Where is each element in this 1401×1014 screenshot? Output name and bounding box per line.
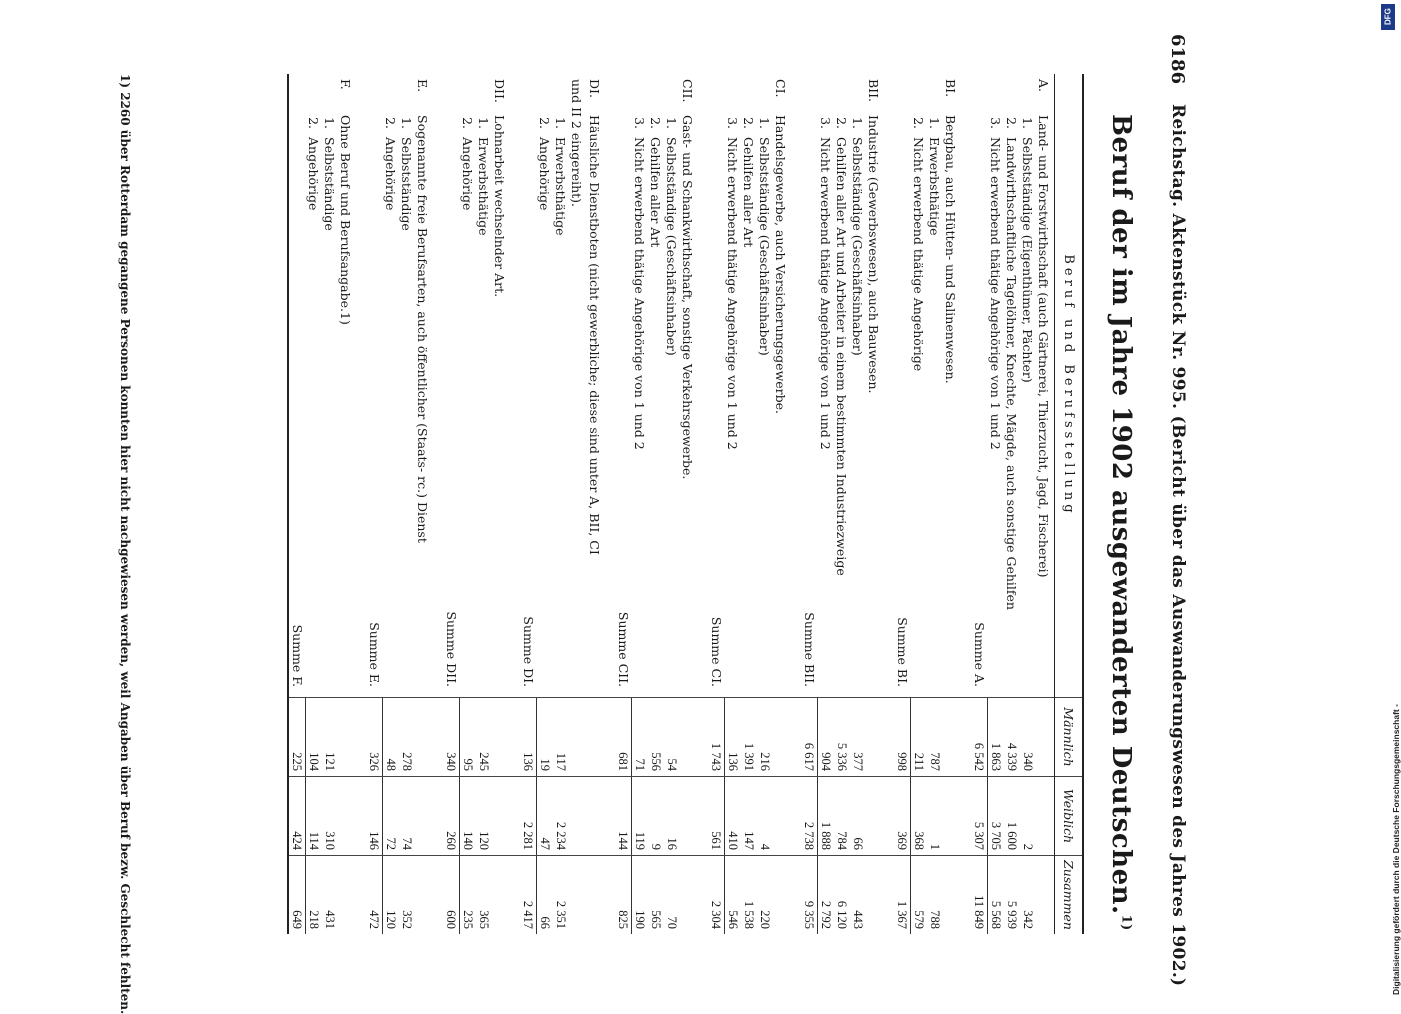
cell-male: 48 [383, 698, 400, 777]
table-row [1004, 74, 1020, 934]
table-sum-row [366, 74, 383, 934]
cell-male: 1 391 [741, 698, 757, 777]
group-label-cell [492, 74, 510, 698]
item-label: Angehörige [460, 137, 476, 211]
group-label-cell [680, 74, 698, 698]
sum-label: Summe CI. [708, 616, 724, 687]
cell-female: 369 [894, 777, 911, 856]
cell-male: 54 [664, 698, 680, 777]
cell-total: 443 [850, 856, 866, 935]
item-label: Selbstständige [399, 137, 415, 231]
table-group-row [773, 74, 791, 934]
cell-total: 546 [725, 856, 742, 935]
row-spacer [884, 74, 894, 934]
sum-label: Summe DII. [443, 611, 459, 687]
table-row [553, 74, 569, 934]
page-header [1144, 34, 1204, 987]
cell-total: 5 568 [988, 856, 1005, 935]
cell-female: 260 [443, 777, 460, 856]
group-label-cell [773, 74, 791, 698]
group-label-cell [338, 74, 356, 698]
table-row [757, 74, 773, 934]
row-spacer [605, 74, 615, 934]
table-row [537, 74, 554, 934]
rotated-document-page [84, 34, 1204, 1014]
cell-total: 825 [615, 856, 632, 935]
item-label: Nicht erwerbend thätige Angehörige von 1 und 2 [818, 137, 834, 450]
table-group-row [587, 74, 605, 934]
cell-male: 787 [927, 698, 943, 777]
cell-male: 117 [553, 698, 569, 777]
title-footnote-mark: 1) [1118, 914, 1134, 931]
item-number: 3. [725, 117, 741, 129]
item-number: 1. [850, 117, 866, 129]
row-spacer [356, 74, 366, 934]
group-label: Gast- und Schankwirthschaft, sonstige Verkehrsgewerbe. [680, 115, 696, 480]
cell-male: 136 [520, 698, 537, 777]
table-sum-row [971, 74, 988, 934]
table-group-row [492, 74, 510, 934]
cell-female: 144 [615, 777, 632, 856]
cell-female: 140 [460, 777, 477, 856]
cell-male: 216 [757, 698, 773, 777]
item-label-cell [1004, 74, 1020, 698]
table-row [322, 74, 338, 934]
item-label-cell [648, 74, 664, 698]
table-sum-row [801, 74, 818, 934]
cell-female: 119 [632, 777, 649, 856]
group-key: BII. [866, 79, 882, 103]
item-label-cell [927, 74, 943, 698]
item-label-cell [725, 74, 742, 698]
cell-total: 190 [632, 856, 649, 935]
group-key: CI. [773, 79, 789, 98]
item-label: Nicht erwerbend thätige Angehörige von 1 und 2 [988, 137, 1004, 450]
cell-total: 6 120 [834, 856, 850, 935]
group-label: Häusliche Dienstboten (nicht gewerbliche; diese sind unter A, BII, CI [587, 115, 603, 555]
cell-female: 2 234 [553, 777, 569, 856]
running-title: Reichstag. Aktenstück Nr. 995. (Bericht über das Auswanderungswesen des Jahres 1902.) [1168, 104, 1188, 987]
item-label: Nicht erwerbend thätige Angehörige von 1 und 2 [632, 137, 648, 450]
cell-total: 365 [476, 856, 492, 935]
group-label-continuation: und II 2 eingereiht). [569, 79, 585, 207]
table-group-row [943, 74, 961, 934]
footnote: 1) 2260 über Rotterdam gegangene Personen konnten hier nicht nachgewiesen werden, weil Angaben über Beruf bezw. Geschlecht fehlten. [118, 74, 132, 1014]
group-key: E. [415, 79, 431, 93]
item-number: 1. [476, 117, 492, 129]
item-label: Selbstständige [322, 137, 338, 231]
group-key: BI. [943, 79, 959, 98]
item-label: Selbstständige (Geschäftsinhaber) [850, 137, 866, 356]
item-number: 2. [741, 117, 757, 129]
item-label: Angehörige [306, 137, 322, 211]
item-label-cell [399, 74, 415, 698]
item-label: Angehörige [537, 137, 553, 211]
cell-female: 424 [288, 777, 306, 856]
cell-total: 352 [399, 856, 415, 935]
cell-male: 245 [476, 698, 492, 777]
cell-female: 47 [537, 777, 554, 856]
table-title [1106, 114, 1136, 931]
table-sum-row [894, 74, 911, 934]
cell-female: 1 600 [1004, 777, 1020, 856]
table-group-row [866, 74, 884, 934]
item-number: 2. [537, 117, 553, 129]
item-label-cell [476, 74, 492, 698]
group-label: Handelsgewerbe, auch Versicherungsgewerbe. [773, 115, 789, 415]
cell-total: 2 351 [553, 856, 569, 935]
group-label-cell [415, 74, 433, 698]
cell-male: 556 [648, 698, 664, 777]
item-number: 3. [818, 117, 834, 129]
table-sum-row [443, 74, 460, 934]
cell-female: 410 [725, 777, 742, 856]
item-label-cell [306, 74, 323, 698]
table-group-row [338, 74, 356, 934]
cell-total: 11 849 [971, 856, 988, 935]
row-spacer [791, 74, 801, 934]
cell-total: 1 538 [741, 856, 757, 935]
item-label: Gehilfen aller Art [648, 137, 664, 248]
table-row [632, 74, 649, 934]
table-row [988, 74, 1005, 934]
sum-label: Summe DI. [520, 616, 536, 687]
table-row [1020, 74, 1036, 934]
item-label-cell [322, 74, 338, 698]
cell-female: 368 [911, 777, 928, 856]
item-number: 3. [988, 117, 1004, 129]
table-sum-row [615, 74, 632, 934]
table-group-row [415, 74, 433, 934]
sum-label: Summe A. [971, 622, 987, 687]
item-label: Erwerbsthätige [927, 137, 943, 236]
cell-total: 788 [927, 856, 943, 935]
cell-male: 6 542 [971, 698, 988, 777]
item-number: 1. [757, 117, 773, 129]
cell-male: 6 617 [801, 698, 818, 777]
table-row [818, 74, 835, 934]
item-label-cell [460, 74, 477, 698]
item-label: Gehilfen aller Art [741, 137, 757, 248]
table-row [911, 74, 928, 934]
table-row [399, 74, 415, 934]
cell-male: 136 [725, 698, 742, 777]
cell-total: 120 [383, 856, 400, 935]
group-label-cell [1036, 74, 1055, 698]
table-row [648, 74, 664, 934]
item-label-cell [383, 74, 400, 698]
column-header-total: Zusammen [1055, 856, 1084, 935]
cell-female: 147 [741, 777, 757, 856]
cell-total: 9 355 [801, 856, 818, 935]
column-header-female: Weiblich [1055, 777, 1084, 856]
cell-male: 104 [306, 698, 323, 777]
cell-total: 1 367 [894, 856, 911, 935]
table-row [741, 74, 757, 934]
column-header-occupation: Beruf und Berufsstellung [1055, 74, 1084, 698]
item-number: 2. [306, 117, 322, 129]
cell-total: 565 [648, 856, 664, 935]
sum-label: Summe CII. [615, 611, 631, 687]
item-label: Landwirthschaftliche Tagelöhner, Knechte, Mägde, auch sonstige Gehilfen [1004, 137, 1020, 610]
cell-total: 2 304 [708, 856, 725, 935]
table-row [850, 74, 866, 934]
item-number: 1. [399, 117, 415, 129]
item-label: Nicht erwerbend thätige Angehörige von 1 und 2 [725, 137, 741, 450]
item-number: 2. [834, 117, 850, 129]
item-label-cell [834, 74, 850, 698]
item-number: 1. [322, 117, 338, 129]
cell-male: 225 [288, 698, 306, 777]
table-row [664, 74, 680, 934]
item-label: Selbstständige (Geschäftsinhaber) [757, 137, 773, 356]
cell-male: 5 336 [834, 698, 850, 777]
cell-male: 95 [460, 698, 477, 777]
item-number: 2. [383, 117, 399, 129]
cell-male: 121 [322, 698, 338, 777]
group-label: Ohne Beruf und Berufsangabe.1) [338, 115, 354, 325]
item-number: 2. [1004, 117, 1020, 129]
group-label: Bergbau, auch Hütten- und Salinenwesen. [943, 115, 959, 384]
item-number: 1. [553, 117, 569, 129]
item-label: Erwerbsthätige [553, 137, 569, 236]
item-label: Selbstständige (Geschäftsinhaber) [664, 137, 680, 356]
sum-label: Summe F. [288, 74, 306, 698]
cell-total: 218 [306, 856, 323, 935]
cell-male: 71 [632, 698, 649, 777]
cell-female: 16 [664, 777, 680, 856]
group-label-cell [943, 74, 961, 698]
cell-total: 431 [322, 856, 338, 935]
cell-female: 3 705 [988, 777, 1005, 856]
item-label-cell [664, 74, 680, 698]
item-label-cell [988, 74, 1005, 698]
cell-male: 19 [537, 698, 554, 777]
table-group-row [680, 74, 698, 934]
item-number: 2. [911, 117, 927, 129]
cell-total: 579 [911, 856, 928, 935]
cell-total: 649 [288, 856, 306, 935]
group-label: Lohnarbeit wechselnder Art. [492, 115, 508, 298]
item-label-cell [537, 74, 554, 698]
table-row [306, 74, 323, 934]
item-label: Selbstständige (Eigenthümer, Pächter) [1020, 137, 1036, 383]
table-body [288, 74, 1055, 934]
item-label-cell [818, 74, 835, 698]
table-sum-row [288, 74, 306, 934]
item-label: Erwerbsthätige [476, 137, 492, 236]
column-header-male: Männlich [1055, 698, 1084, 777]
cell-female: 72 [383, 777, 400, 856]
table-row [383, 74, 400, 934]
item-number: 2. [648, 117, 664, 129]
cell-female: 4 [757, 777, 773, 856]
cell-total: 2 792 [818, 856, 835, 935]
group-key: DII. [492, 79, 508, 103]
cell-total: 472 [366, 856, 383, 935]
group-label: Land- und Forstwirthschaft (auch Gärtnerei, Thierzucht, Jagd, Fischerei) [1036, 115, 1052, 578]
table-group-row [1036, 74, 1055, 934]
table-row [725, 74, 742, 934]
cell-female: 74 [399, 777, 415, 856]
cell-male: 211 [911, 698, 928, 777]
cell-male: 904 [818, 698, 835, 777]
cell-male: 4 339 [1004, 698, 1020, 777]
table-sum-row [520, 74, 537, 934]
cell-male: 998 [894, 698, 911, 777]
item-label-cell [741, 74, 757, 698]
group-key: CII. [680, 79, 696, 103]
cell-total: 235 [460, 856, 477, 935]
cell-total: 220 [757, 856, 773, 935]
table-title-text: Beruf der im Jahre 1902 ausgewanderten Deutschen. [1106, 114, 1136, 915]
cell-female: 120 [476, 777, 492, 856]
row-spacer [510, 74, 520, 934]
digitization-note: Digitalisierung gefördert durch die Deutsche Forschungsgemeinschaft - [1391, 704, 1401, 995]
item-number: 1. [664, 117, 680, 129]
cell-total: 66 [537, 856, 554, 935]
dfg-logo: DFG [1381, 4, 1395, 30]
item-label: Gehilfen aller Art und Arbeiter in einem bestimmten Industriezweige [834, 137, 850, 576]
item-number: 1. [1020, 117, 1036, 129]
cell-male: 377 [850, 698, 866, 777]
cell-female: 9 [648, 777, 664, 856]
cell-female: 2 [1020, 777, 1036, 856]
cell-male: 1 863 [988, 698, 1005, 777]
occupation-table [287, 74, 1084, 934]
cell-total: 70 [664, 856, 680, 935]
row-spacer [698, 74, 708, 934]
cell-female: 2 281 [520, 777, 537, 856]
item-label: Nicht erwerbend thätige Angehörige [911, 137, 927, 372]
table-group-continuation-row [569, 74, 587, 934]
item-label: Angehörige [383, 137, 399, 211]
row-spacer [433, 74, 443, 934]
cell-total: 342 [1020, 856, 1036, 935]
cell-total: 600 [443, 856, 460, 935]
cell-total: 2 417 [520, 856, 537, 935]
group-key: A. [1036, 79, 1052, 93]
cell-female: 1 888 [818, 777, 835, 856]
group-label: Industrie (Gewerbswesen), auch Bauwesen. [866, 115, 882, 394]
item-label-cell [850, 74, 866, 698]
table-row [927, 74, 943, 934]
group-key: DI. [587, 79, 603, 98]
item-number: 2. [460, 117, 476, 129]
item-label-cell [757, 74, 773, 698]
item-label-cell [632, 74, 649, 698]
sum-label: Summe BI. [894, 617, 910, 687]
item-number: 3. [632, 117, 648, 129]
cell-male: 278 [399, 698, 415, 777]
sum-label: Summe E. [366, 622, 382, 687]
item-label-cell [553, 74, 569, 698]
row-spacer [961, 74, 971, 934]
cell-female: 5 307 [971, 777, 988, 856]
table-row [476, 74, 492, 934]
group-label-cell [587, 74, 605, 698]
item-label-cell [1020, 74, 1036, 698]
table-row [834, 74, 850, 934]
cell-female: 114 [306, 777, 323, 856]
sum-label: Summe BII. [801, 612, 817, 687]
item-label-cell [911, 74, 928, 698]
page-number: 6186 [1167, 34, 1188, 85]
cell-female: 561 [708, 777, 725, 856]
cell-male: 340 [443, 698, 460, 777]
table-row [460, 74, 477, 934]
cell-male: 681 [615, 698, 632, 777]
cell-male: 1 743 [708, 698, 725, 777]
cell-female: 1 [927, 777, 943, 856]
group-label: Sogenannte freie Berufsarten, auch öffentlicher (Staats- rc.) Dienst [415, 115, 431, 543]
cell-female: 310 [322, 777, 338, 856]
group-label-cell [866, 74, 884, 698]
cell-male: 340 [1020, 698, 1036, 777]
cell-female: 784 [834, 777, 850, 856]
cell-male: 326 [366, 698, 383, 777]
item-number: 1. [927, 117, 943, 129]
table-sum-row [708, 74, 725, 934]
table-header-row [1055, 74, 1084, 934]
cell-female: 66 [850, 777, 866, 856]
cell-total: 5 939 [1004, 856, 1020, 935]
cell-female: 146 [366, 777, 383, 856]
cell-female: 2 738 [801, 777, 818, 856]
group-key: F. [338, 79, 354, 90]
